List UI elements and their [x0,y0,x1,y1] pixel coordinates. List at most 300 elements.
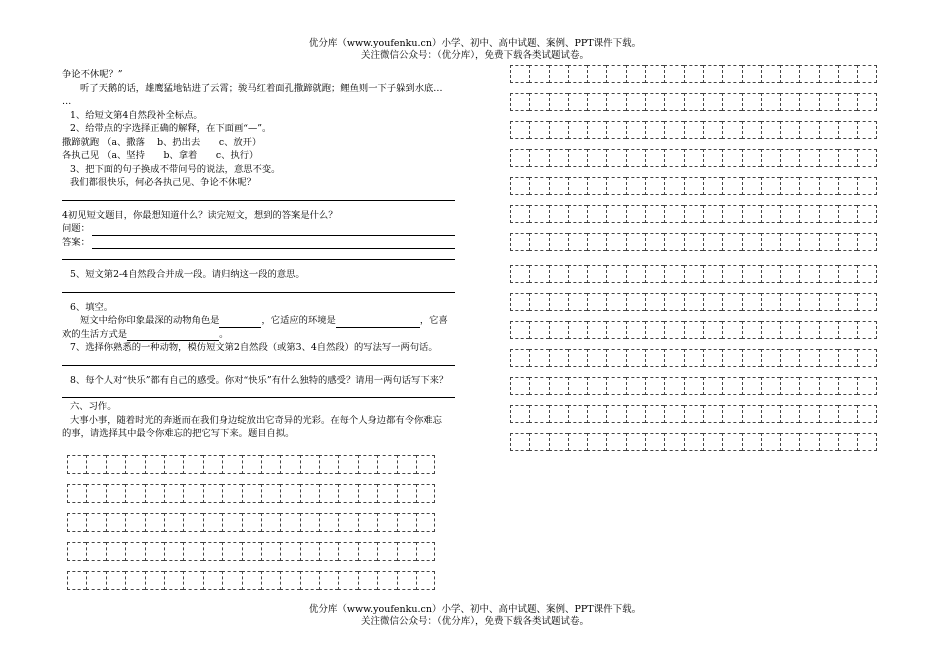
grid-cell[interactable] [529,149,548,167]
grid-cell[interactable] [684,293,703,311]
grid-cell[interactable] [703,65,722,83]
grid-cell[interactable] [799,93,818,111]
grid-cell[interactable] [722,321,741,339]
grid-cell[interactable] [510,177,529,195]
grid-cell[interactable] [106,571,125,590]
grid-cell[interactable] [645,93,664,111]
grid-cell[interactable] [164,542,183,561]
grid-cell[interactable] [703,349,722,367]
grid-cell[interactable] [857,121,876,139]
grid-cell[interactable] [549,349,568,367]
grid-cell[interactable] [106,513,125,532]
grid-cell[interactable] [606,265,625,283]
grid-cell[interactable] [838,65,857,83]
grid-cell[interactable] [838,177,857,195]
grid-cell[interactable] [742,405,761,423]
writing-grid-right[interactable] [510,65,877,461]
grid-cell[interactable] [857,405,876,423]
grid-cell[interactable] [645,177,664,195]
grid-cell[interactable] [587,265,606,283]
grid-cell[interactable] [606,177,625,195]
grid-cell[interactable] [529,233,548,251]
grid-cell[interactable] [857,205,876,223]
grid-cell[interactable] [722,433,741,451]
grid-cell[interactable] [261,513,280,532]
grid-cell[interactable] [626,293,645,311]
grid-cell[interactable] [606,65,625,83]
grid-cell[interactable] [799,205,818,223]
grid-cell[interactable] [377,542,396,561]
grid-cell[interactable] [684,433,703,451]
grid-cell[interactable] [780,265,799,283]
grid-cell[interactable] [761,265,780,283]
blank-lifestyle[interactable] [127,329,219,341]
grid-cell[interactable] [145,571,164,590]
grid-cell[interactable] [549,377,568,395]
grid-cell[interactable] [799,233,818,251]
grid-cell[interactable] [664,293,683,311]
grid-cell[interactable] [67,542,86,561]
grid-cell[interactable] [67,571,86,590]
grid-cell[interactable] [86,513,105,532]
grid-cell[interactable] [626,93,645,111]
grid-cell[interactable] [761,405,780,423]
grid-cell[interactable] [838,377,857,395]
grid-cell[interactable] [549,233,568,251]
grid-cell[interactable] [857,177,876,195]
blank-environment[interactable] [336,316,420,328]
grid-cell[interactable] [416,484,435,503]
grid-cell[interactable] [606,377,625,395]
grid-cell[interactable] [645,433,664,451]
grid-cell[interactable] [510,321,529,339]
grid-cell[interactable] [722,405,741,423]
grid-cell[interactable] [319,571,338,590]
answer-line[interactable] [62,387,455,398]
grid-cell[interactable] [799,377,818,395]
grid-cell[interactable] [838,149,857,167]
grid-cell[interactable] [358,484,377,503]
grid-cell[interactable] [703,233,722,251]
grid-cell[interactable] [684,321,703,339]
grid-cell[interactable] [664,205,683,223]
grid-cell[interactable] [587,121,606,139]
grid-cell[interactable] [587,433,606,451]
grid-cell[interactable] [549,433,568,451]
grid-cell[interactable] [416,455,435,474]
grid-cell[interactable] [780,121,799,139]
grid-cell[interactable] [416,571,435,590]
grid-cell[interactable] [664,433,683,451]
grid-cell[interactable] [203,571,222,590]
grid-cell[interactable] [606,121,625,139]
grid-cell[interactable] [645,149,664,167]
grid-cell[interactable] [684,177,703,195]
grid-cell[interactable] [358,455,377,474]
grid-cell[interactable] [684,65,703,83]
grid-cell[interactable] [838,265,857,283]
grid-cell[interactable] [338,455,357,474]
grid-cell[interactable] [799,121,818,139]
grid-cell[interactable] [183,455,202,474]
grid-cell[interactable] [645,265,664,283]
grid-cell[interactable] [510,265,529,283]
grid-cell[interactable] [568,177,587,195]
grid-cell[interactable] [145,484,164,503]
grid-cell[interactable] [645,121,664,139]
grid-cell[interactable] [838,233,857,251]
grid-cell[interactable] [742,265,761,283]
grid-cell[interactable] [626,321,645,339]
grid-cell[interactable] [722,377,741,395]
grid-cell[interactable] [377,484,396,503]
grid-cell[interactable] [664,65,683,83]
grid-cell[interactable] [587,321,606,339]
grid-cell[interactable] [703,265,722,283]
grid-cell[interactable] [838,121,857,139]
grid-cell[interactable] [761,205,780,223]
grid-cell[interactable] [549,293,568,311]
grid-cell[interactable] [587,233,606,251]
grid-cell[interactable] [664,321,683,339]
grid-cell[interactable] [703,377,722,395]
grid-cell[interactable] [780,377,799,395]
grid-cell[interactable] [664,405,683,423]
grid-cell[interactable] [568,293,587,311]
grid-cell[interactable] [742,321,761,339]
grid-cell[interactable] [780,321,799,339]
grid-cell[interactable] [838,405,857,423]
grid-cell[interactable] [780,65,799,83]
grid-cell[interactable] [819,265,838,283]
grid-cell[interactable] [510,93,529,111]
grid-cell[interactable] [106,542,125,561]
grid-cell[interactable] [242,455,261,474]
grid-cell[interactable] [664,265,683,283]
answer-line[interactable] [62,190,455,201]
grid-cell[interactable] [145,542,164,561]
grid-cell[interactable] [549,65,568,83]
grid-cell[interactable] [645,65,664,83]
grid-cell[interactable] [799,265,818,283]
grid-cell[interactable] [664,93,683,111]
grid-cell[interactable] [125,455,144,474]
question-answer-line[interactable] [92,224,455,236]
grid-cell[interactable] [183,571,202,590]
grid-cell[interactable] [606,321,625,339]
grid-cell[interactable] [203,542,222,561]
grid-cell[interactable] [549,121,568,139]
grid-cell[interactable] [397,455,416,474]
grid-cell[interactable] [722,205,741,223]
grid-cell[interactable] [857,377,876,395]
grid-cell[interactable] [626,349,645,367]
grid-cell[interactable] [242,513,261,532]
grid-cell[interactable] [164,571,183,590]
grid-cell[interactable] [242,484,261,503]
grid-cell[interactable] [703,405,722,423]
grid-cell[interactable] [626,65,645,83]
grid-cell[interactable] [742,93,761,111]
grid-cell[interactable] [549,93,568,111]
grid-cell[interactable] [358,542,377,561]
grid-cell[interactable] [549,405,568,423]
grid-cell[interactable] [587,405,606,423]
grid-cell[interactable] [819,177,838,195]
grid-cell[interactable] [606,205,625,223]
grid-cell[interactable] [761,321,780,339]
grid-cell[interactable] [529,433,548,451]
grid-cell[interactable] [377,455,396,474]
grid-cell[interactable] [626,121,645,139]
grid-cell[interactable] [742,177,761,195]
grid-cell[interactable] [510,377,529,395]
grid-cell[interactable] [645,293,664,311]
grid-cell[interactable] [645,349,664,367]
grid-cell[interactable] [742,377,761,395]
grid-cell[interactable] [416,513,435,532]
grid-cell[interactable] [819,65,838,83]
grid-cell[interactable] [164,484,183,503]
grid-cell[interactable] [742,349,761,367]
grid-cell[interactable] [684,149,703,167]
grid-cell[interactable] [529,205,548,223]
grid-cell[interactable] [606,233,625,251]
grid-cell[interactable] [280,542,299,561]
grid-cell[interactable] [799,405,818,423]
grid-cell[interactable] [568,233,587,251]
grid-cell[interactable] [568,121,587,139]
grid-cell[interactable] [125,571,144,590]
grid-cell[interactable] [164,513,183,532]
grid-cell[interactable] [722,265,741,283]
grid-cell[interactable] [703,205,722,223]
grid-cell[interactable] [780,405,799,423]
grid-cell[interactable] [568,265,587,283]
grid-cell[interactable] [280,484,299,503]
grid-cell[interactable] [510,233,529,251]
grid-cell[interactable] [86,571,105,590]
grid-cell[interactable] [510,405,529,423]
grid-cell[interactable] [857,65,876,83]
grid-cell[interactable] [799,177,818,195]
grid-cell[interactable] [86,542,105,561]
grid-cell[interactable] [664,349,683,367]
grid-cell[interactable] [338,542,357,561]
grid-cell[interactable] [280,571,299,590]
grid-cell[interactable] [67,484,86,503]
grid-cell[interactable] [242,542,261,561]
grid-cell[interactable] [761,433,780,451]
grid-cell[interactable] [606,405,625,423]
grid-cell[interactable] [645,377,664,395]
grid-cell[interactable] [67,455,86,474]
grid-cell[interactable] [261,571,280,590]
grid-cell[interactable] [799,349,818,367]
grid-cell[interactable] [510,293,529,311]
grid-cell[interactable] [684,93,703,111]
grid-cell[interactable] [606,433,625,451]
grid-cell[interactable] [106,484,125,503]
grid-cell[interactable] [125,542,144,561]
grid-cell[interactable] [319,455,338,474]
grid-cell[interactable] [857,349,876,367]
grid-cell[interactable] [222,513,241,532]
grid-cell[interactable] [587,293,606,311]
grid-cell[interactable] [626,377,645,395]
grid-cell[interactable] [568,149,587,167]
grid-cell[interactable] [529,65,548,83]
grid-cell[interactable] [761,293,780,311]
grid-cell[interactable] [529,265,548,283]
grid-cell[interactable] [203,455,222,474]
grid-cell[interactable] [703,177,722,195]
grid-cell[interactable] [722,177,741,195]
grid-cell[interactable] [819,349,838,367]
grid-cell[interactable] [626,265,645,283]
grid-cell[interactable] [703,293,722,311]
grid-cell[interactable] [86,484,105,503]
grid-cell[interactable] [684,121,703,139]
grid-cell[interactable] [799,433,818,451]
grid-cell[interactable] [510,149,529,167]
grid-cell[interactable] [568,321,587,339]
grid-cell[interactable] [838,293,857,311]
grid-cell[interactable] [86,455,105,474]
grid-cell[interactable] [819,233,838,251]
grid-cell[interactable] [722,121,741,139]
grid-cell[interactable] [626,177,645,195]
blank-animal[interactable] [219,316,261,328]
grid-cell[interactable] [338,513,357,532]
grid-cell[interactable] [203,513,222,532]
grid-cell[interactable] [703,121,722,139]
grid-cell[interactable] [568,349,587,367]
grid-cell[interactable] [416,542,435,561]
grid-cell[interactable] [222,484,241,503]
grid-cell[interactable] [587,93,606,111]
grid-cell[interactable] [664,121,683,139]
grid-cell[interactable] [819,121,838,139]
grid-cell[interactable] [664,177,683,195]
grid-cell[interactable] [549,177,568,195]
grid-cell[interactable] [261,455,280,474]
grid-cell[interactable] [549,149,568,167]
grid-cell[interactable] [319,513,338,532]
grid-cell[interactable] [319,484,338,503]
grid-cell[interactable] [300,571,319,590]
grid-cell[interactable] [242,571,261,590]
grid-cell[interactable] [510,65,529,83]
grid-cell[interactable] [529,93,548,111]
grid-cell[interactable] [587,349,606,367]
grid-cell[interactable] [684,377,703,395]
grid-cell[interactable] [703,93,722,111]
grid-cell[interactable] [664,377,683,395]
grid-cell[interactable] [280,455,299,474]
grid-cell[interactable] [67,513,86,532]
grid-cell[interactable] [587,377,606,395]
grid-cell[interactable] [587,65,606,83]
grid-cell[interactable] [377,571,396,590]
grid-cell[interactable] [606,293,625,311]
grid-cell[interactable] [338,571,357,590]
grid-cell[interactable] [684,233,703,251]
grid-cell[interactable] [819,321,838,339]
grid-cell[interactable] [568,433,587,451]
grid-cell[interactable] [742,121,761,139]
grid-cell[interactable] [300,542,319,561]
grid-cell[interactable] [529,177,548,195]
grid-cell[interactable] [645,205,664,223]
grid-cell[interactable] [568,65,587,83]
grid-cell[interactable] [838,349,857,367]
grid-cell[interactable] [626,233,645,251]
grid-cell[interactable] [684,349,703,367]
grid-cell[interactable] [300,455,319,474]
grid-cell[interactable] [261,484,280,503]
grid-cell[interactable] [780,349,799,367]
grid-cell[interactable] [606,349,625,367]
grid-cell[interactable] [761,177,780,195]
grid-cell[interactable] [529,321,548,339]
grid-cell[interactable] [780,433,799,451]
grid-cell[interactable] [125,484,144,503]
grid-cell[interactable] [684,405,703,423]
grid-cell[interactable] [761,233,780,251]
grid-cell[interactable] [529,293,548,311]
grid-cell[interactable] [587,205,606,223]
grid-cell[interactable] [819,93,838,111]
grid-cell[interactable] [761,149,780,167]
grid-cell[interactable] [645,405,664,423]
grid-cell[interactable] [358,513,377,532]
grid-cell[interactable] [358,571,377,590]
grid-cell[interactable] [722,65,741,83]
grid-cell[interactable] [377,513,396,532]
grid-cell[interactable] [799,149,818,167]
grid-cell[interactable] [549,321,568,339]
grid-cell[interactable] [838,321,857,339]
grid-cell[interactable] [510,121,529,139]
grid-cell[interactable] [529,405,548,423]
grid-cell[interactable] [742,205,761,223]
grid-cell[interactable] [799,321,818,339]
grid-cell[interactable] [857,433,876,451]
grid-cell[interactable] [568,205,587,223]
grid-cell[interactable] [780,93,799,111]
grid-cell[interactable] [164,455,183,474]
grid-cell[interactable] [761,121,780,139]
grid-cell[interactable] [780,293,799,311]
grid-cell[interactable] [684,205,703,223]
grid-cell[interactable] [761,65,780,83]
grid-cell[interactable] [106,455,125,474]
grid-cell[interactable] [664,233,683,251]
grid-cell[interactable] [722,293,741,311]
grid-cell[interactable] [819,205,838,223]
grid-cell[interactable] [222,542,241,561]
grid-cell[interactable] [799,65,818,83]
grid-cell[interactable] [183,484,202,503]
grid-cell[interactable] [145,455,164,474]
grid-cell[interactable] [857,293,876,311]
grid-cell[interactable] [742,65,761,83]
grid-cell[interactable] [529,349,548,367]
grid-cell[interactable] [300,513,319,532]
grid-cell[interactable] [761,349,780,367]
grid-cell[interactable] [222,455,241,474]
